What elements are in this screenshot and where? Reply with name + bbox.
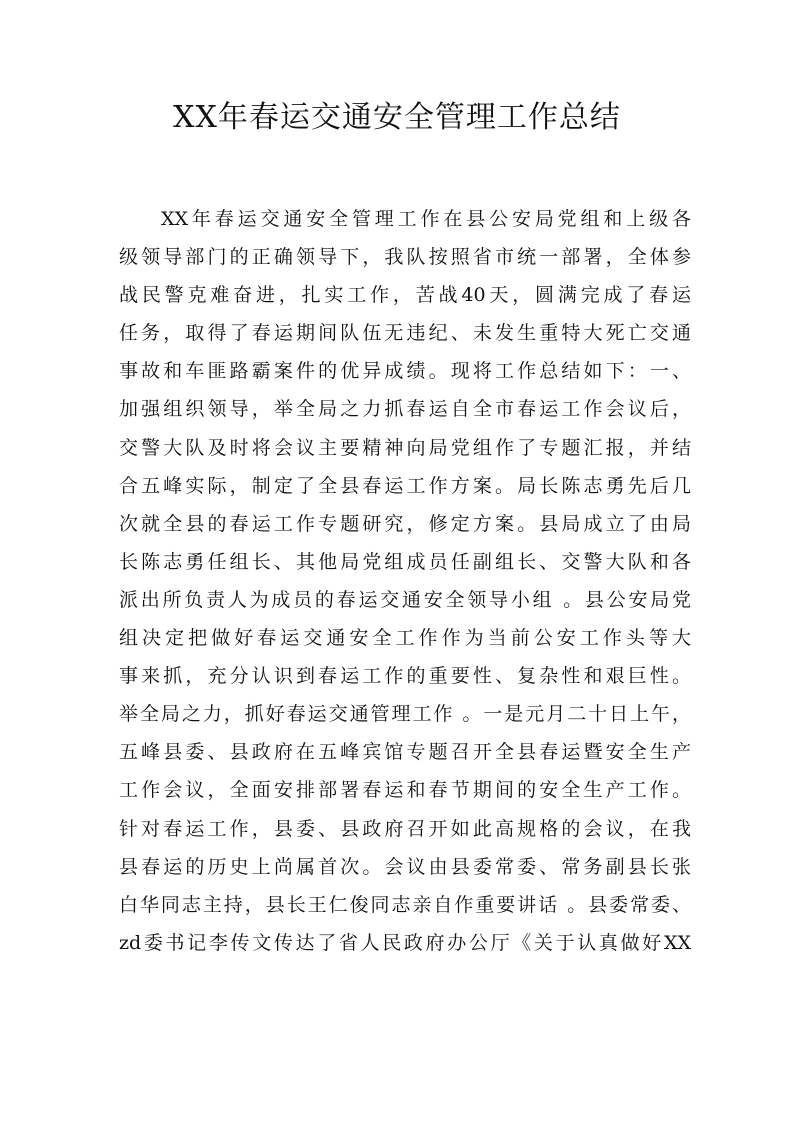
body-line: 长陈志勇任组长、其他局党组成员任副组长、交警大队和各 bbox=[119, 550, 691, 573]
body-line: 事故和车匪路霸案件的优异成绩。现将工作总结如下：一、 bbox=[119, 360, 691, 383]
body-line: 战民警克难奋进，扎实工作，苦战40天，圆满完成了春运 bbox=[119, 284, 691, 307]
body-line: 工作会议，全面安排部署春运和春节期间的安全生产工作。 bbox=[119, 779, 691, 802]
body-line: 白华同志主持，县长王仁俊同志亲自作重要讲话 。县委常委、 bbox=[119, 893, 691, 916]
document-title: XX年春运交通安全管理工作总结 bbox=[173, 100, 621, 135]
body-line: 合五峰实际，制定了全县春运工作方案。局长陈志勇先后几 bbox=[119, 474, 691, 497]
body-line: 加强组织领导，举全局之力抓春运自全市春运工作会议后， bbox=[119, 398, 691, 421]
body-line: XX年春运交通安全管理工作在县公安局党组和上级各 bbox=[161, 208, 691, 230]
body-line: 次就全县的春运工作专题研究，修定方案。县局成立了由局 bbox=[119, 512, 691, 535]
body-line: 级领导部门的正确领导下，我队按照省市统一部署，全体参 bbox=[119, 246, 691, 269]
body-line: zd委书记李传文传达了省人民政府办公厅《关于认真做好XX bbox=[119, 931, 691, 954]
document-body bbox=[119, 200, 691, 962]
body-line: 五峰县委、县政府在五峰宾馆专题召开全县春运暨安全生产 bbox=[119, 741, 691, 764]
body-line: 事来抓，充分认识到春运工作的重要性、复杂性和艰巨性。 bbox=[119, 665, 691, 688]
body-line: 针对春运工作，县委、县政府召开如此高规格的会议，在我 bbox=[119, 817, 691, 840]
body-line: 派出所负责人为成员的春运交通安全领导小组 。县公安局党 bbox=[119, 588, 691, 611]
body-line: 县春运的历史上尚属首次。会议由县委常委、常务副县长张 bbox=[119, 855, 691, 878]
body-line: 交警大队及时将会议主要精神向局党组作了专题汇报，并结 bbox=[119, 436, 691, 459]
body-line: 任务，取得了春运期间队伍无违纪、未发生重特大死亡交通 bbox=[119, 322, 691, 345]
body-line: 组决定把做好春运交通安全工作作为当前公安工作头等大 bbox=[119, 627, 691, 650]
body-line: 举全局之力，抓好春运交通管理工作 。一是元月二十日上午， bbox=[119, 703, 691, 726]
